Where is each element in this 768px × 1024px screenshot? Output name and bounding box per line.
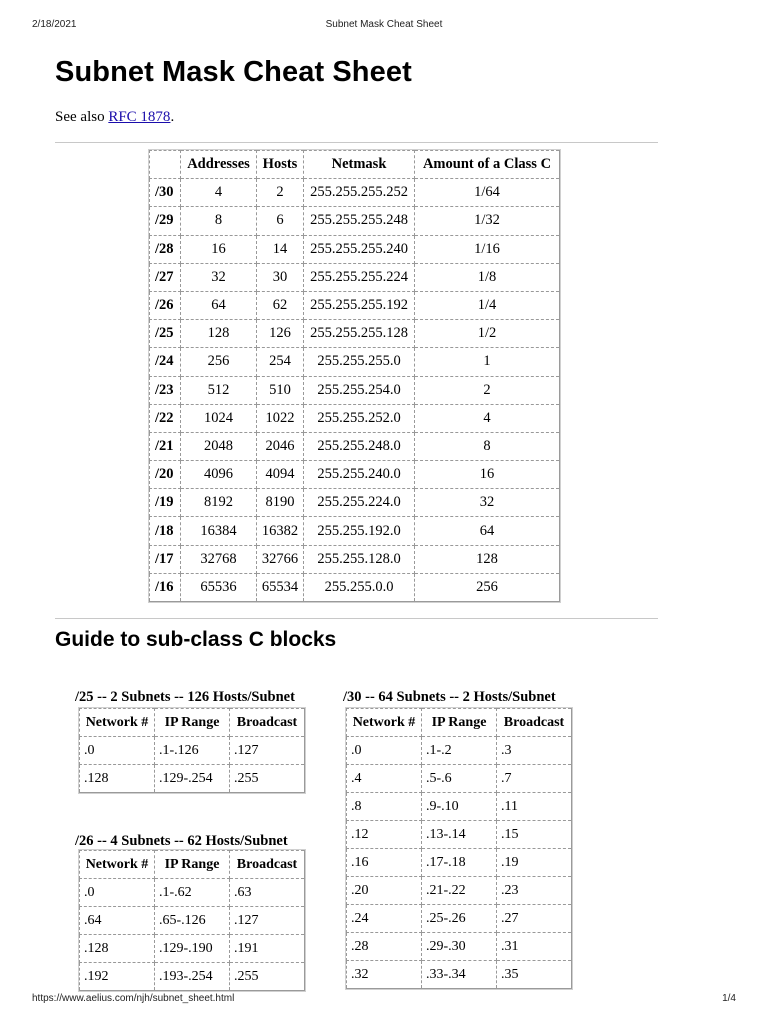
cell-addresses: 16	[181, 235, 257, 263]
cell-addresses: 4096	[181, 461, 257, 489]
page-number: 1/4	[722, 993, 736, 1004]
cell-broadcast: .3	[497, 737, 572, 765]
cell-network: .128	[80, 935, 155, 963]
cell-addresses: 128	[181, 320, 257, 348]
table-row	[150, 235, 560, 263]
cell-ip-range: .21-.22	[422, 877, 497, 905]
cell-prefix: /25	[150, 320, 181, 348]
table-row	[150, 461, 560, 489]
divider	[55, 618, 658, 619]
table-row	[150, 404, 560, 432]
rfc-1878-link[interactable]: RFC 1878	[108, 109, 171, 125]
cell-prefix: /21	[150, 432, 181, 460]
see-also-line	[55, 109, 174, 126]
cell-ip-range: .65-.126	[155, 907, 230, 935]
table-row	[80, 879, 305, 907]
cell-broadcast: .191	[230, 935, 305, 963]
cell-amount-class-c: 1/32	[415, 207, 560, 235]
cell-broadcast: .127	[230, 907, 305, 935]
cell-ip-range: .17-.18	[422, 849, 497, 877]
table-row	[150, 263, 560, 291]
cell-addresses: 4	[181, 179, 257, 207]
table-row	[80, 765, 305, 793]
cell-network: .0	[80, 737, 155, 765]
cell-addresses: 16384	[181, 517, 257, 545]
cell-ip-range: .129-.254	[155, 765, 230, 793]
cell-hosts: 32766	[257, 545, 304, 573]
cell-hosts: 254	[257, 348, 304, 376]
cell-addresses: 32768	[181, 545, 257, 573]
cell-amount-class-c: 4	[415, 404, 560, 432]
see-also-suffix: .	[170, 109, 175, 125]
cell-netmask: 255.255.240.0	[304, 461, 415, 489]
cell-broadcast: .19	[497, 849, 572, 877]
cell-prefix: /23	[150, 376, 181, 404]
cell-netmask: 255.255.255.252	[304, 179, 415, 207]
cell-ip-range: .13-.14	[422, 821, 497, 849]
table-row	[150, 573, 560, 601]
cell-addresses: 32	[181, 263, 257, 291]
cell-ip-range: .1-.126	[155, 737, 230, 765]
print-title: Subnet Mask Cheat Sheet	[325, 19, 443, 30]
cell-ip-range: .5-.6	[422, 765, 497, 793]
table-row	[150, 376, 560, 404]
column-header-broadcast: Broadcast	[230, 709, 305, 737]
subnet-30-caption: /30 -- 64 Subnets -- 2 Hosts/Subnet	[343, 689, 556, 705]
cell-network: .4	[347, 765, 422, 793]
cell-network: .192	[80, 963, 155, 991]
subnet-25-table	[79, 708, 305, 793]
cell-amount-class-c: 1/64	[415, 179, 560, 207]
cell-prefix: /22	[150, 404, 181, 432]
divider	[55, 142, 658, 143]
print-date: 2/18/2021	[32, 19, 77, 30]
cell-network: .32	[347, 961, 422, 989]
cell-broadcast: .255	[230, 963, 305, 991]
table-header-row	[80, 851, 305, 879]
cell-amount-class-c: 32	[415, 489, 560, 517]
cell-addresses: 1024	[181, 404, 257, 432]
table-row	[347, 793, 572, 821]
cell-hosts: 2046	[257, 432, 304, 460]
table-row	[347, 737, 572, 765]
page-url: https://www.aelius.com/njh/subnet_sheet.html	[32, 993, 235, 1004]
cell-hosts: 30	[257, 263, 304, 291]
cell-broadcast: .31	[497, 933, 572, 961]
table-row	[150, 517, 560, 545]
subnet-25-caption: /25 -- 2 Subnets -- 126 Hosts/Subnet	[75, 689, 295, 705]
cell-ip-range: .1-.2	[422, 737, 497, 765]
column-header-network: Network #	[80, 851, 155, 879]
table-row	[80, 963, 305, 991]
cell-network: .20	[347, 877, 422, 905]
cell-addresses: 8192	[181, 489, 257, 517]
cell-amount-class-c: 1/16	[415, 235, 560, 263]
column-header-ip-range: IP Range	[422, 709, 497, 737]
page-title: Subnet Mask Cheat Sheet	[55, 56, 412, 88]
column-header-addresses: Addresses	[181, 151, 257, 179]
cell-hosts: 6	[257, 207, 304, 235]
cell-network: .16	[347, 849, 422, 877]
table-row	[80, 935, 305, 963]
cell-broadcast: .35	[497, 961, 572, 989]
cell-broadcast: .7	[497, 765, 572, 793]
cell-addresses: 256	[181, 348, 257, 376]
cell-ip-range: .129-.190	[155, 935, 230, 963]
table-row	[347, 905, 572, 933]
cell-network: .24	[347, 905, 422, 933]
table-row	[347, 933, 572, 961]
cell-prefix: /27	[150, 263, 181, 291]
cell-network: .12	[347, 821, 422, 849]
table-row	[347, 849, 572, 877]
cell-netmask: 255.255.0.0	[304, 573, 415, 601]
cell-hosts: 2	[257, 179, 304, 207]
cell-amount-class-c: 16	[415, 461, 560, 489]
cell-hosts: 62	[257, 291, 304, 319]
cell-hosts: 8190	[257, 489, 304, 517]
cell-prefix: /30	[150, 179, 181, 207]
subnet-26-table	[79, 850, 305, 991]
column-header-ip-range: IP Range	[155, 851, 230, 879]
cell-hosts: 126	[257, 320, 304, 348]
cell-broadcast: .255	[230, 765, 305, 793]
subnet-26-caption: /26 -- 4 Subnets -- 62 Hosts/Subnet	[75, 833, 288, 849]
cell-ip-range: .193-.254	[155, 963, 230, 991]
cell-addresses: 65536	[181, 573, 257, 601]
cell-amount-class-c: 256	[415, 573, 560, 601]
cell-netmask: 255.255.192.0	[304, 517, 415, 545]
cell-ip-range: .29-.30	[422, 933, 497, 961]
cell-amount-class-c: 128	[415, 545, 560, 573]
see-also-prefix: See also	[55, 109, 109, 125]
cell-hosts: 510	[257, 376, 304, 404]
cell-prefix: /29	[150, 207, 181, 235]
table-row	[150, 432, 560, 460]
cell-amount-class-c: 1/2	[415, 320, 560, 348]
cell-addresses: 512	[181, 376, 257, 404]
table-row	[150, 207, 560, 235]
cell-prefix: /24	[150, 348, 181, 376]
cell-ip-range: .9-.10	[422, 793, 497, 821]
table-row	[347, 877, 572, 905]
cell-amount-class-c: 64	[415, 517, 560, 545]
cell-prefix: /16	[150, 573, 181, 601]
cell-hosts: 14	[257, 235, 304, 263]
cell-broadcast: .27	[497, 905, 572, 933]
cell-network: .0	[80, 879, 155, 907]
cell-amount-class-c: 1/4	[415, 291, 560, 319]
cell-netmask: 255.255.252.0	[304, 404, 415, 432]
table-row	[80, 907, 305, 935]
cell-netmask: 255.255.224.0	[304, 489, 415, 517]
cell-netmask: 255.255.255.0	[304, 348, 415, 376]
cell-hosts: 65534	[257, 573, 304, 601]
column-header-netmask: Netmask	[304, 151, 415, 179]
cell-addresses: 64	[181, 291, 257, 319]
cell-network: .28	[347, 933, 422, 961]
table-row	[150, 348, 560, 376]
cell-amount-class-c: 1/8	[415, 263, 560, 291]
cell-network: .0	[347, 737, 422, 765]
cell-netmask: 255.255.255.224	[304, 263, 415, 291]
cell-amount-class-c: 2	[415, 376, 560, 404]
cell-netmask: 255.255.254.0	[304, 376, 415, 404]
table-header-row	[347, 709, 572, 737]
cell-netmask: 255.255.255.192	[304, 291, 415, 319]
cell-amount-class-c: 1	[415, 348, 560, 376]
cell-prefix: /26	[150, 291, 181, 319]
guide-section-title: Guide to sub-class C blocks	[55, 628, 337, 651]
cell-netmask: 255.255.248.0	[304, 432, 415, 460]
cell-netmask: 255.255.128.0	[304, 545, 415, 573]
table-row	[347, 961, 572, 989]
subnet-table-body	[150, 179, 560, 602]
cell-ip-range: .33-.34	[422, 961, 497, 989]
cell-prefix: /20	[150, 461, 181, 489]
table-row	[150, 179, 560, 207]
cell-ip-range: .1-.62	[155, 879, 230, 907]
cell-network: .8	[347, 793, 422, 821]
cell-network: .128	[80, 765, 155, 793]
table-header-row	[80, 709, 305, 737]
table-row	[150, 320, 560, 348]
column-header-hosts: Hosts	[257, 151, 304, 179]
column-header-amount-class-c: Amount of a Class C	[415, 151, 560, 179]
cell-prefix: /18	[150, 517, 181, 545]
cell-netmask: 255.255.255.248	[304, 207, 415, 235]
table-row	[80, 737, 305, 765]
cell-netmask: 255.255.255.240	[304, 235, 415, 263]
cell-prefix: /19	[150, 489, 181, 517]
cell-broadcast: .63	[230, 879, 305, 907]
cell-amount-class-c: 8	[415, 432, 560, 460]
table-header-row	[150, 151, 560, 179]
cell-addresses: 8	[181, 207, 257, 235]
cell-hosts: 1022	[257, 404, 304, 432]
cell-netmask: 255.255.255.128	[304, 320, 415, 348]
cell-broadcast: .11	[497, 793, 572, 821]
cell-broadcast: .127	[230, 737, 305, 765]
cell-broadcast: .23	[497, 877, 572, 905]
table-row	[347, 765, 572, 793]
column-header-broadcast: Broadcast	[230, 851, 305, 879]
column-header-ip-range: IP Range	[155, 709, 230, 737]
column-header-network: Network #	[80, 709, 155, 737]
table-row	[150, 489, 560, 517]
table-row	[347, 821, 572, 849]
cell-prefix: /17	[150, 545, 181, 573]
subnet-30-table	[346, 708, 572, 989]
cell-broadcast: .15	[497, 821, 572, 849]
cell-ip-range: .25-.26	[422, 905, 497, 933]
cell-network: .64	[80, 907, 155, 935]
cell-prefix: /28	[150, 235, 181, 263]
column-header-broadcast: Broadcast	[497, 709, 572, 737]
column-header-network: Network #	[347, 709, 422, 737]
table-row	[150, 291, 560, 319]
cell-addresses: 2048	[181, 432, 257, 460]
cell-hosts: 16382	[257, 517, 304, 545]
column-header	[150, 151, 181, 179]
subnet-mask-table	[149, 150, 560, 602]
table-row	[150, 545, 560, 573]
cell-hosts: 4094	[257, 461, 304, 489]
